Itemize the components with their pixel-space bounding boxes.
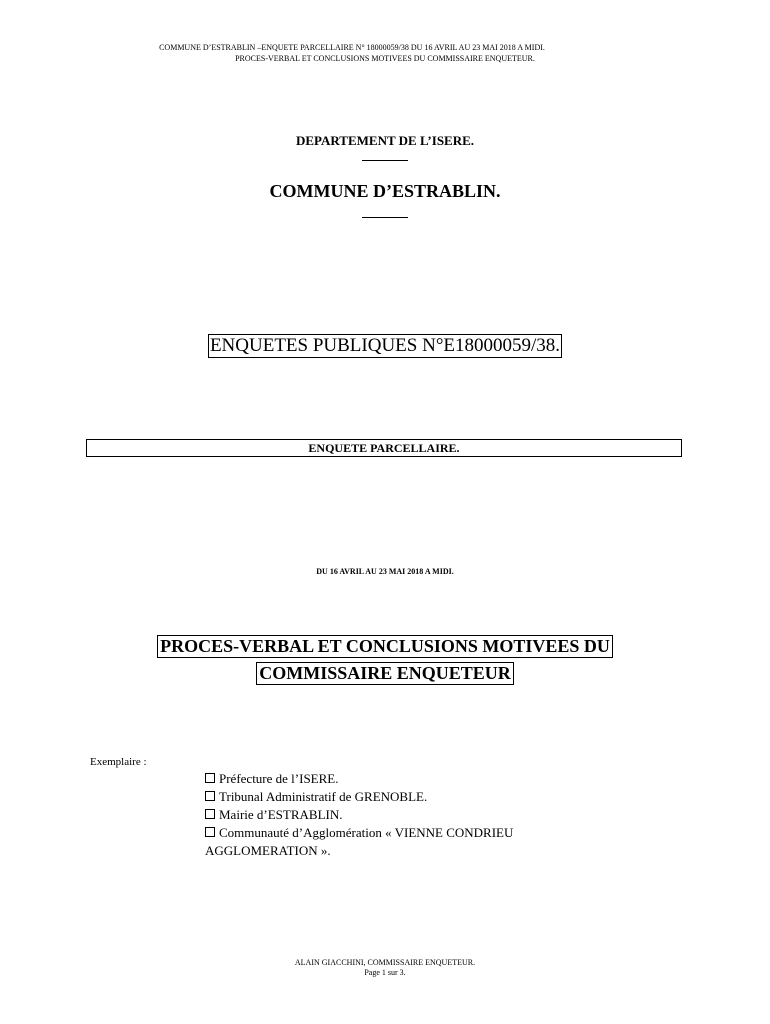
recipient-label: Tribunal Administratif de GRENOBLE. [219,789,428,804]
recipient-item [205,824,513,842]
exemplaire-label: Exemplaire : [90,756,147,768]
running-header-line-1: COMMUNE D’ESTRABLIN –ENQUETE PARCELLAIRE N° 18000059/38 DU 16 AVRIL AU 23 MAI 2018 A MIDI. [159,43,545,52]
title-divider [362,217,408,218]
checkbox-icon [205,809,215,819]
parcellaire-banner: ENQUETE PARCELLAIRE. [86,439,682,457]
enquiry-dates: DU 16 AVRIL AU 23 MAI 2018 A MIDI. [316,567,454,576]
recipient-label: Mairie d’ESTRABLIN. [219,807,343,822]
running-header-line-2: PROCES-VERBAL ET CONCLUSIONS MOTIVEES DU COMMISSAIRE ENQUETEUR. [235,54,535,63]
departement-title: DEPARTEMENT DE L’ISERE. [295,133,475,148]
recipient-item [205,770,338,788]
recipient-label: Préfecture de l’ISERE. [219,771,339,786]
pv-title-line-1 [0,635,770,658]
pv-title-line-1-text: PROCES-VERBAL ET CONCLUSIONS MOTIVEES DU [157,635,613,658]
footer-page-number: Page 1 sur 3. [364,968,406,977]
footer-author: ALAIN GIACCHINI, COMMISSAIRE ENQUETEUR. [294,958,476,967]
enquetes-heading-text: ENQUETES PUBLIQUES N°E18000059/38. [209,335,561,356]
checkbox-icon [205,773,215,783]
pv-title-line-2-text: COMMISSAIRE ENQUETEUR [256,662,514,685]
recipient-item [205,788,427,806]
recipient-label: Communauté d’Agglomération « VIENNE CONDRIEU [219,825,514,840]
pv-title-line-2 [0,662,770,685]
title-divider [362,160,408,161]
commune-title: COMMUNE D’ESTRABLIN. [269,181,501,201]
recipient-item [205,806,342,824]
checkbox-icon [205,791,215,801]
checkbox-icon [205,827,215,837]
recipient-continuation: AGGLOMERATION ». [205,843,331,858]
enquetes-heading [0,334,770,358]
